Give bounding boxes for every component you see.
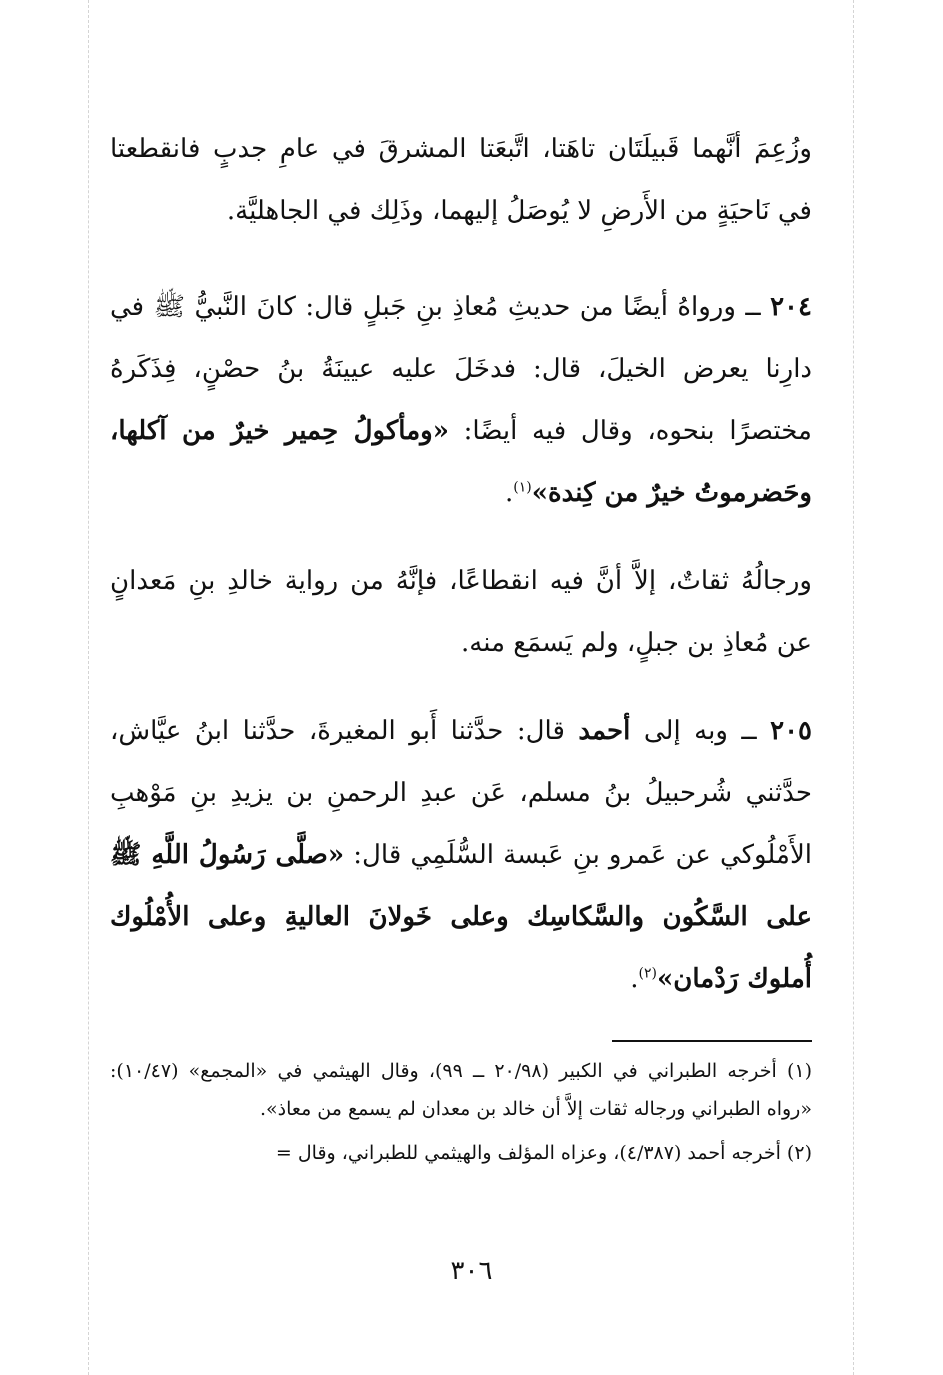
footnote-1: (١) أخرجه الطبراني في الكبير (٢٠/٩٨ ــ ٩٩)، وقال الهيثمي في «المجمع» (١٠/٤٧): «رواه الطبراني ورجاله ثقات إلاَّ أن خالد بن معدان لم يسمع من معاذ».	[110, 1060, 813, 1120]
footnote-2: (٢) أخرجه أحمد (٤/٣٨٧)، وعزاه المؤلف والهيثمي للطبراني، وقال =	[275, 1142, 812, 1164]
hadith-205-number: ٢٠٥	[770, 716, 813, 746]
hadith-204	[110, 276, 812, 524]
page-number: ٣٠٦	[450, 1256, 493, 1286]
page-content	[110, 118, 812, 1172]
paragraph-3: ورجالُهُ ثقاتٌ، إلاَّ أنَّ فيه انقطاعًا، فإنَّهُ من رواية خالدِ بنِ مَعدانٍ عن مُعاذِ بن جبلٍ، ولم يَسمَع منه.	[110, 566, 812, 658]
hadith-204-text: ــ ورواهُ أيضًا من حديثِ مُعاذِ بنِ جَبلٍ قال: كانَ النَّبيُّ ﷺ في دارِنا يعرض الخيلَ، قال: فدخَلَ عليه عيينَةُ بنُ حصْنٍ، فِذَكَرهُ مختصرًا بنحوه، وقال فيه أيضًا:	[110, 292, 812, 446]
hadith-205-quote: «صلَّى رَسُولُ اللَّهِ ﷺ على السَّكُون والسَّكاسِك وعلى خَولانَ العاليةِ وعلى الأُمْلُوك أُملوك رَدْمان»	[110, 840, 812, 994]
page-guide-left	[88, 0, 89, 1375]
hadith-205	[110, 700, 812, 1010]
hadith-205-end: .	[630, 964, 639, 994]
paragraph-1: وزُعِمَ أنَّهما قَبيلَتَان تاهَتا، اتَّبعَتا المشرقَ في عامِ جدبٍ فانقطعتا في نَاحيَةٍ من الأَرضِ لا يُوصَلُ إليهما، وذَلِك في الجاهليَّة.	[110, 134, 812, 226]
hadith-205-intro: ــ وبه إلى	[630, 716, 771, 746]
hadith-205-name: أحمد	[578, 716, 631, 746]
hadith-204-quote: «ومأكولُ حِمير خيرٌ من آكلها، وحَضرموتُ خيرٌ من كِندة»	[110, 416, 812, 508]
page-guide-right	[853, 0, 854, 1375]
footnote-ref-1[interactable]: (١)	[513, 479, 532, 496]
hadith-204-number: ٢٠٤	[770, 292, 812, 322]
footnote-ref-2[interactable]: (٢)	[638, 965, 657, 982]
footnote-separator	[612, 1040, 812, 1042]
hadith-204-end: .	[505, 478, 514, 508]
hadith-205-text: قال: حدَّثنا أَبو المغيرةَ، حدَّثنا ابنُ عيَّاش، حدَّثني شُرحبيلُ بنُ مسلم، عَن عبدِ الرحمنِ بن يزيدِ بنِ مَوْهبِ الأَمْلُوكي عن عَمرو بنِ عَبسة السُّلَمِي قال:	[110, 716, 813, 870]
